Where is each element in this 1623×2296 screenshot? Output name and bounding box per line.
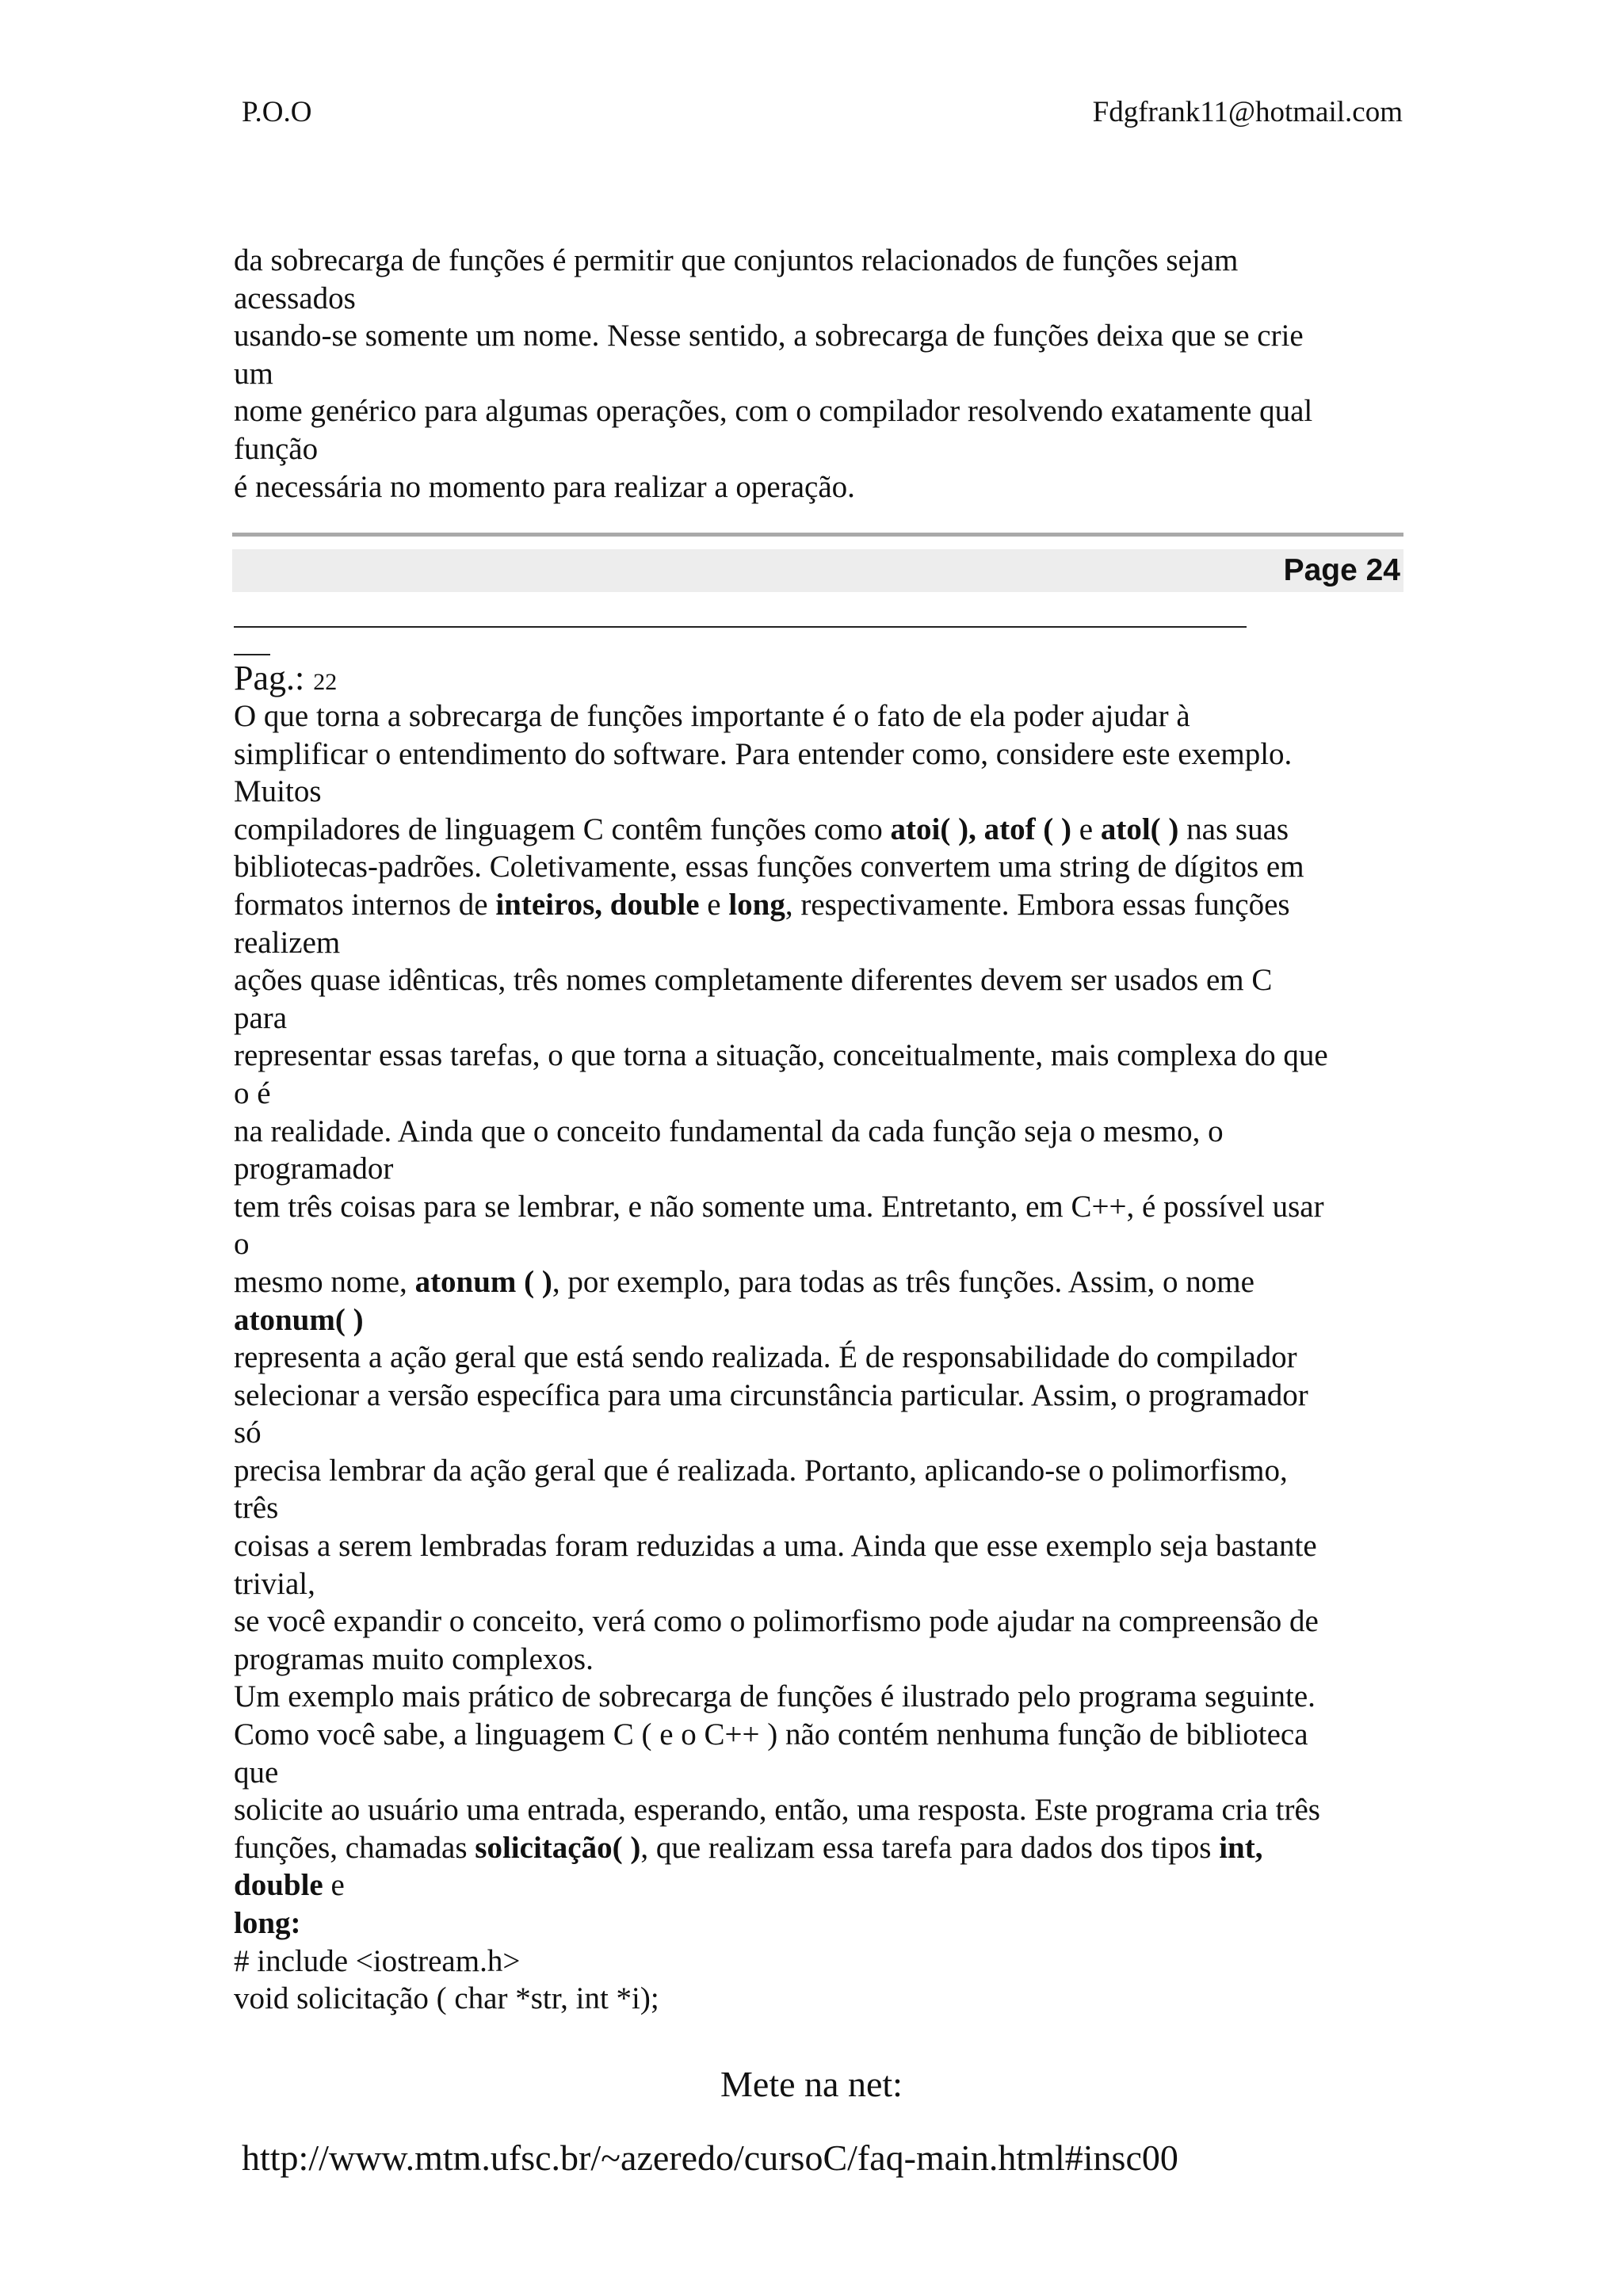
text-line: na realidade. Ainda que o conceito fundamental da cada função seja o mesmo, o (234, 1114, 1224, 1148)
text-line: Como você sabe, a linguagem C ( e o C++ ) não contém nenhuma função de biblioteca (234, 1717, 1308, 1752)
paragraph-main (234, 697, 1328, 2018)
code-line: # include <iostream.h> (234, 1943, 521, 1978)
bold-run: atonum( ) (234, 1302, 364, 1337)
bold-run: atonum ( ) (414, 1264, 552, 1299)
text-line: coisas a serem lembradas foram reduzidas a uma. Ainda que esse exemplo seja bastante (234, 1529, 1317, 1564)
text-run: e (1071, 812, 1101, 846)
footer-url: http://www.mtm.ufsc.br/~azeredo/cursoC/faq-main.html#insc00 (242, 2137, 1178, 2178)
text-line: realizem (234, 925, 341, 960)
text-line (234, 1904, 1328, 1943)
bold-run: atol( ) (1100, 812, 1179, 846)
text-line: representar essas tarefas, o que torna a situação, conceitualmente, mais complexa do que (234, 1038, 1328, 1073)
text-line: para (234, 1000, 288, 1035)
page-banner (232, 549, 1403, 592)
text-line: representa a ação geral que está sendo realizada. É de responsabilidade do compilador (234, 1340, 1297, 1375)
text-run: e (699, 887, 729, 922)
text-line: Muitos (234, 774, 322, 809)
header-title: P.O.O (242, 96, 312, 128)
footer-title: Mete na net: (720, 2064, 903, 2104)
bold-run: solicitação( ) (475, 1830, 641, 1865)
text-run: , por exemplo, para todas as três funções. Assim, o nome (552, 1264, 1254, 1299)
text-line (234, 811, 1328, 849)
text-run: nas suas (1178, 812, 1289, 846)
text-run: , respectivamente. Embora essas funções (785, 887, 1290, 922)
text-line: o é (234, 1075, 271, 1110)
text-line: três (234, 1491, 279, 1526)
text-line: bibliotecas-padrões. Coletivamente, essas funções convertem uma string de dígitos em (234, 850, 1304, 884)
text-run: compiladores de linguagem C contêm funções como (234, 812, 891, 846)
text-line (234, 1829, 1328, 1867)
bold-run: atoi( ), atof ( ) (890, 812, 1072, 846)
text-line: programas muito complexos. (234, 1641, 594, 1676)
text-line: O que torna a sobrecarga de funções importante é o fato de ela poder ajudar à (234, 699, 1190, 733)
text-line: função (234, 431, 319, 466)
text-run: mesmo nome, (234, 1264, 415, 1299)
text-line: se você expandir o conceito, verá como o polimorfismo pode ajudar na compreensão de (234, 1604, 1319, 1639)
bold-run: long (728, 887, 785, 922)
paragraph-intro (234, 242, 1312, 506)
text-line (234, 1301, 1328, 1339)
text-line: o (234, 1227, 250, 1262)
text-line: nome genérico para algumas operações, com o compilador resolvendo exatamente qual (234, 394, 1313, 429)
text-line: programador (234, 1152, 394, 1186)
text-line: acessados (234, 281, 356, 315)
header-email: Fdgfrank11@hotmail.com (1092, 96, 1403, 128)
text-line: um (234, 356, 273, 391)
text-run: e (323, 1868, 345, 1903)
text-line: só (234, 1415, 262, 1450)
text-run: , que realizam essa tarefa para dados dos tipos (640, 1830, 1220, 1865)
text-line: simplificar o entendimento do software. Para entender como, considere este exemplo. (234, 736, 1293, 771)
text-line: precisa lembrar da ação geral que é realizada. Portanto, aplicando-se o polimorfismo, (234, 1453, 1288, 1488)
text-line: da sobrecarga de funções é permitir que conjuntos relacionados de funções sejam (234, 243, 1239, 277)
bold-run: inteiros, double (495, 887, 700, 922)
page-number-label: Page 24 (1283, 553, 1400, 587)
text-line: que (234, 1755, 279, 1790)
text-line: é necessária no momento para realizar a operação. (234, 469, 855, 504)
text-run: funções, chamadas (234, 1830, 475, 1865)
text-run: formatos internos de (234, 887, 496, 922)
text-line (234, 886, 1328, 924)
text-line: trivial, (234, 1566, 315, 1601)
text-line (234, 1263, 1328, 1301)
page-reference-number: 22 (313, 669, 338, 695)
text-line: ações quase idênticas, três nomes completamente diferentes devem ser usados em C (234, 963, 1273, 998)
bold-run: double (234, 1868, 323, 1903)
code-line: void solicitação ( char *str, int *i); (234, 1981, 659, 2016)
separator-line (234, 626, 1247, 628)
text-line: solicite ao usuário uma entrada, esperando, então, uma resposta. Este programa cria três (234, 1793, 1320, 1828)
horizontal-rule (232, 533, 1403, 537)
text-line (234, 1866, 1328, 1904)
text-line: selecionar a versão específica para uma circunstância particular. Assim, o programador (234, 1377, 1308, 1412)
text-line: Um exemplo mais prático de sobrecarga de funções é ilustrado pelo programa seguinte. (234, 1679, 1316, 1714)
text-line: tem três coisas para se lembrar, e não somente uma. Entretanto, em C++, é possível usar (234, 1189, 1324, 1224)
bold-run: int, (1219, 1830, 1263, 1865)
page-reference-label: Pag.: (234, 659, 305, 697)
text-line: usando-se somente um nome. Nesse sentido, a sobrecarga de funções deixa que se crie (234, 319, 1304, 353)
bold-run: long: (234, 1906, 301, 1940)
